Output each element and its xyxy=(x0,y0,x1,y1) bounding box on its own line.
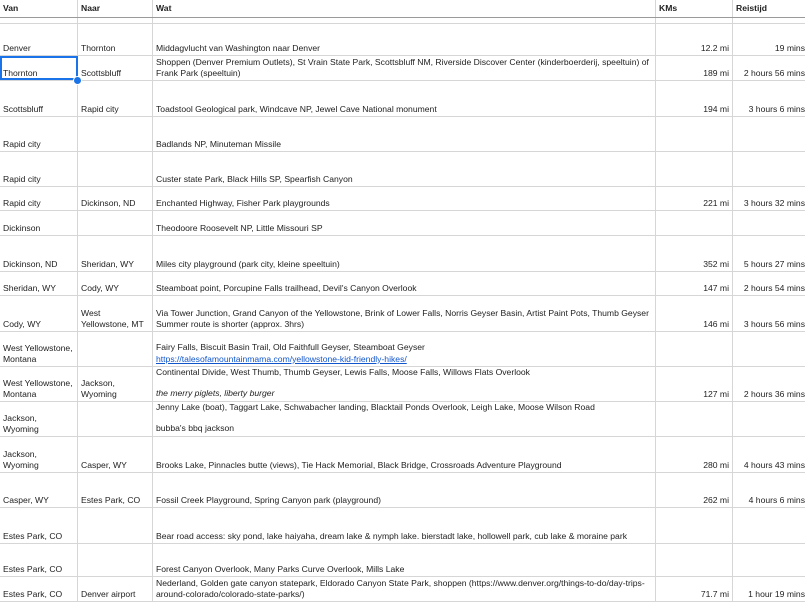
table-row xyxy=(0,367,805,402)
cell-van[interactable] xyxy=(0,152,78,186)
spacer-cell[interactable] xyxy=(78,18,153,23)
cell-text: Via Tower Junction, Grand Canyon of the Yellowstone, Brink of Lower Falls, Norris Geyser Basin, Artist Paint Pots, Thumb Geyser Summer route is shorter (approx. 3hrs) xyxy=(156,308,649,329)
cell-reistijd[interactable] xyxy=(733,152,805,186)
cell-text: Jackson, Wyoming xyxy=(81,378,117,399)
header-van[interactable]: Van xyxy=(0,0,78,17)
cell-text: West Yellowstone, MT xyxy=(81,308,144,329)
cell-text: Sheridan, WY xyxy=(3,283,57,293)
header-row xyxy=(0,0,805,18)
header-reistijd[interactable]: Reistijd xyxy=(733,0,805,17)
cell-kms[interactable] xyxy=(656,187,733,210)
cell-text: 147 mi xyxy=(703,283,729,293)
table-row xyxy=(0,187,805,211)
cell-wat[interactable] xyxy=(153,24,656,55)
hikes-link[interactable]: https://talesofamountainmama.com/yellowstone-kid-friendly-hikes/ xyxy=(156,354,407,364)
cell-text: Sheridan, WY xyxy=(81,259,135,269)
cell-text: Bear road access: sky pond, lake haiyaha, dream lake & nymph lake. bierstadt lake, hollowell park, cub lake & moraine park xyxy=(156,531,627,541)
cell-kms[interactable] xyxy=(656,544,733,576)
cell-wat[interactable] xyxy=(153,81,656,116)
cell-reistijd[interactable] xyxy=(733,81,805,116)
cell-naar[interactable] xyxy=(78,272,153,295)
cell-wat[interactable] xyxy=(153,236,656,271)
cell-reistijd[interactable] xyxy=(733,332,805,366)
cell-van[interactable] xyxy=(0,577,78,601)
cell-text: Custer state Park, Black Hills SP, Spearfish Canyon xyxy=(156,174,353,184)
cell-text: Rapid city xyxy=(3,174,41,184)
cell-text: Casper, WY xyxy=(3,495,49,505)
cell-text: 2 hours 56 mins xyxy=(743,68,805,78)
cell-kms[interactable] xyxy=(656,296,733,331)
cell-text: Steamboat point, Porcupine Falls trailhead, Devil's Canyon Overlook xyxy=(156,283,417,293)
cell-text: Jackson, Wyoming xyxy=(3,449,39,470)
cell-text: 71.7 mi xyxy=(700,589,729,599)
cell-wat[interactable] xyxy=(153,367,656,401)
cell-text: West Yellowstone, Montana xyxy=(3,378,73,399)
cell-van[interactable] xyxy=(0,187,78,210)
cell-text: Estes Park, CO xyxy=(81,495,141,505)
fill-handle[interactable] xyxy=(73,76,82,85)
cell-text: Dickinson, ND xyxy=(81,198,136,208)
cell-van[interactable] xyxy=(0,211,78,235)
cell-naar[interactable] xyxy=(78,508,153,543)
cell-text: 189 mi xyxy=(703,68,729,78)
cell-kms[interactable] xyxy=(656,367,733,401)
cell-van[interactable] xyxy=(0,473,78,507)
cell-reistijd[interactable] xyxy=(733,402,805,436)
cell-naar[interactable] xyxy=(78,211,153,235)
cell-text: Miles city playground (park city, kleine speeltuin) xyxy=(156,259,340,269)
cell-text: 3 hours 32 mins xyxy=(743,198,805,208)
cell-wat[interactable] xyxy=(153,437,656,472)
cell-text: West Yellowstone, Montana xyxy=(3,343,73,364)
cell-kms[interactable] xyxy=(656,24,733,55)
cell-van[interactable] xyxy=(0,296,78,331)
table-row xyxy=(0,544,805,577)
cell-wat[interactable] xyxy=(153,402,656,436)
cell-naar[interactable] xyxy=(78,367,153,401)
cell-text: 2 hours 36 mins xyxy=(743,389,805,399)
cell-naar[interactable] xyxy=(78,544,153,576)
cell-van[interactable] xyxy=(0,81,78,116)
spacer-cell[interactable] xyxy=(0,18,78,23)
table-row xyxy=(0,332,805,367)
table-row xyxy=(0,117,805,152)
cell-text: 262 mi xyxy=(703,495,729,505)
cell-kms[interactable] xyxy=(656,437,733,472)
cell-reistijd[interactable] xyxy=(733,56,805,80)
cell-van[interactable] xyxy=(0,117,78,151)
cell-kms[interactable] xyxy=(656,508,733,543)
cell-text: Toadstool Geological park, Windcave NP, Jewel Cave National monument xyxy=(156,104,437,114)
cell-note: the merry piglets, liberty burger xyxy=(156,388,275,398)
cell-kms[interactable] xyxy=(656,473,733,507)
header-wat[interactable]: Wat xyxy=(153,0,656,17)
cell-naar[interactable] xyxy=(78,473,153,507)
cell-wat[interactable] xyxy=(153,296,656,331)
table-row xyxy=(0,236,805,272)
cell-text: 19 mins xyxy=(774,43,805,53)
cell-text: Thornton xyxy=(81,43,116,53)
spacer-cell[interactable] xyxy=(153,18,656,23)
table-row xyxy=(0,577,805,602)
table-row xyxy=(0,56,805,81)
cell-reistijd[interactable] xyxy=(733,272,805,295)
table-row xyxy=(0,24,805,56)
cell-reistijd[interactable] xyxy=(733,24,805,55)
cell-text: 146 mi xyxy=(703,319,729,329)
cell-text: 2 hours 54 mins xyxy=(743,283,805,293)
cell-wat[interactable] xyxy=(153,577,656,601)
cell-text: Scottsbluff xyxy=(3,104,43,114)
cell-reistijd[interactable] xyxy=(733,117,805,151)
cell-text: Cody, WY xyxy=(81,283,120,293)
table-row xyxy=(0,402,805,437)
table-row xyxy=(0,81,805,117)
cell-van[interactable] xyxy=(0,272,78,295)
cell-wat[interactable] xyxy=(153,211,656,235)
cell-text: Estes Park, CO xyxy=(3,589,63,599)
spacer-cell[interactable] xyxy=(656,18,733,23)
cell-van[interactable] xyxy=(0,24,78,55)
cell-text: Dickinson, ND xyxy=(3,259,58,269)
header-kms[interactable]: KMs xyxy=(656,0,733,17)
cell-naar[interactable] xyxy=(78,56,153,80)
cell-kms[interactable] xyxy=(656,236,733,271)
cell-reistijd[interactable] xyxy=(733,437,805,472)
spacer xyxy=(156,414,652,423)
cell-van-selected[interactable] xyxy=(0,56,78,80)
cell-reistijd[interactable] xyxy=(733,367,805,401)
cell-naar[interactable] xyxy=(78,577,153,601)
cell-text: Thornton xyxy=(3,68,38,78)
cell-reistijd[interactable] xyxy=(733,187,805,210)
cell-text: 221 mi xyxy=(703,198,729,208)
cell-kms[interactable] xyxy=(656,332,733,366)
table-row xyxy=(0,272,805,296)
cell-text: Middagvlucht van Washington naar Denver xyxy=(156,43,321,53)
cell-van[interactable] xyxy=(0,367,78,401)
cell-naar[interactable] xyxy=(78,296,153,331)
cell-naar[interactable] xyxy=(78,402,153,436)
cell-text: Badlands NP, Minuteman Missile xyxy=(156,139,281,149)
cell-naar[interactable] xyxy=(78,117,153,151)
table-row xyxy=(0,473,805,508)
cell-kms[interactable] xyxy=(656,211,733,235)
spacer xyxy=(156,379,652,388)
cell-naar[interactable] xyxy=(78,437,153,472)
cell-text: Jenny Lake (boat), Taggart Lake, Schwabacher landing, Blacktail Ponds Overlook, Leigh Lake, Moose Wilson Road xyxy=(156,402,595,412)
table-row xyxy=(0,211,805,236)
cell-naar[interactable] xyxy=(78,81,153,116)
cell-reistijd[interactable] xyxy=(733,473,805,507)
cell-wat[interactable] xyxy=(153,332,656,366)
cell-text: Continental Divide, West Thumb, Thumb Geyser, Lewis Falls, Moose Falls, Willows Flats Overlook xyxy=(156,367,530,377)
cell-kms[interactable] xyxy=(656,56,733,80)
cell-van[interactable] xyxy=(0,437,78,472)
cell-kms[interactable] xyxy=(656,272,733,295)
cell-text: 12.2 mi xyxy=(700,43,729,53)
cell-text: Rapid city xyxy=(81,104,119,114)
cell-naar[interactable] xyxy=(78,187,153,210)
cell-van[interactable] xyxy=(0,544,78,576)
cell-text: Rapid city xyxy=(3,139,41,149)
cell-reistijd[interactable] xyxy=(733,544,805,576)
cell-reistijd[interactable] xyxy=(733,211,805,235)
cell-wat[interactable] xyxy=(153,508,656,543)
cell-van[interactable] xyxy=(0,236,78,271)
cell-van[interactable] xyxy=(0,402,78,436)
cell-text: Denver xyxy=(3,43,31,53)
table-row xyxy=(0,437,805,473)
cell-wat[interactable] xyxy=(153,473,656,507)
cell-text: Denver airport xyxy=(81,589,136,599)
cell-text: Casper, WY xyxy=(81,460,127,470)
table-row xyxy=(0,152,805,187)
cell-text: Forest Canyon Overlook, Many Parks Curve Overlook, Mills Lake xyxy=(156,564,405,574)
cell-reistijd[interactable] xyxy=(733,577,805,601)
cell-text: 194 mi xyxy=(703,104,729,114)
table-row xyxy=(0,508,805,544)
cell-text: Brooks Lake, Pinnacles butte (views), Tie Hack Memorial, Black Bridge, Crossroads Adventure Playground xyxy=(156,460,562,470)
cell-text: 1 hour 19 mins xyxy=(748,589,805,599)
cell-reistijd[interactable] xyxy=(733,508,805,543)
cell-text: Cody, WY xyxy=(3,319,42,329)
cell-text: 3 hours 6 mins xyxy=(748,104,805,114)
cell-wat[interactable] xyxy=(153,152,656,186)
cell-reistijd[interactable] xyxy=(733,296,805,331)
cell-kms[interactable] xyxy=(656,577,733,601)
cell-text: Estes Park, CO xyxy=(3,564,63,574)
cell-text: Estes Park, CO xyxy=(3,531,63,541)
cell-text: 280 mi xyxy=(703,460,729,470)
cell-naar[interactable] xyxy=(78,332,153,366)
cell-text: Dickinson xyxy=(3,223,41,233)
cell-wat[interactable] xyxy=(153,117,656,151)
cell-kms[interactable] xyxy=(656,152,733,186)
cell-text: Enchanted Highway, Fisher Park playgrounds xyxy=(156,198,330,208)
cell-kms[interactable] xyxy=(656,81,733,116)
header-naar[interactable]: Naar xyxy=(78,0,153,17)
cell-text: 352 mi xyxy=(703,259,729,269)
cell-naar[interactable] xyxy=(78,236,153,271)
cell-text: 5 hours 27 mins xyxy=(743,259,805,269)
table-row xyxy=(0,296,805,332)
cell-kms[interactable] xyxy=(656,117,733,151)
cell-van[interactable] xyxy=(0,508,78,543)
cell-wat[interactable] xyxy=(153,187,656,210)
cell-text: Rapid city xyxy=(3,198,41,208)
cell-wat[interactable] xyxy=(153,272,656,295)
cell-text: Theodoore Roosevelt NP, Little Missouri SP xyxy=(156,223,323,233)
cell-naar[interactable] xyxy=(78,24,153,55)
cell-reistijd[interactable] xyxy=(733,236,805,271)
cell-text: 4 hours 43 mins xyxy=(743,460,805,470)
cell-naar[interactable] xyxy=(78,152,153,186)
cell-van[interactable] xyxy=(0,332,78,366)
cell-kms[interactable] xyxy=(656,402,733,436)
cell-wat[interactable] xyxy=(153,56,656,80)
cell-text: Jackson, Wyoming xyxy=(3,413,39,434)
spacer-cell[interactable] xyxy=(733,18,805,23)
cell-text: Fossil Creek Playground, Spring Canyon park (playground) xyxy=(156,495,381,505)
cell-text: Nederland, Golden gate canyon statepark, Eldorado Canyon State Park, shoppen (https://www.denver.org/things-to-do/day-trips-around-colorado/colorado-state-parks/) xyxy=(156,578,645,599)
cell-note: bubba's bbq jackson xyxy=(156,423,235,433)
cell-wat[interactable] xyxy=(153,544,656,576)
cell-text: Shoppen (Denver Premium Outlets), St Vrain State Park, Scottsbluff NM, Riverside Discover Center (kinderboerderij, speeltuin) of Frank Park (speeltuin) xyxy=(156,57,649,78)
cell-text: Fairy Falls, Biscuit Basin Trail, Old Faithfull Geyser, Steamboat Geyser xyxy=(156,342,425,352)
cell-text: 4 hours 6 mins xyxy=(748,495,805,505)
cell-text: 3 hours 56 mins xyxy=(743,319,805,329)
cell-text: 127 mi xyxy=(703,389,729,399)
cell-text: Scottsbluff xyxy=(81,68,121,78)
